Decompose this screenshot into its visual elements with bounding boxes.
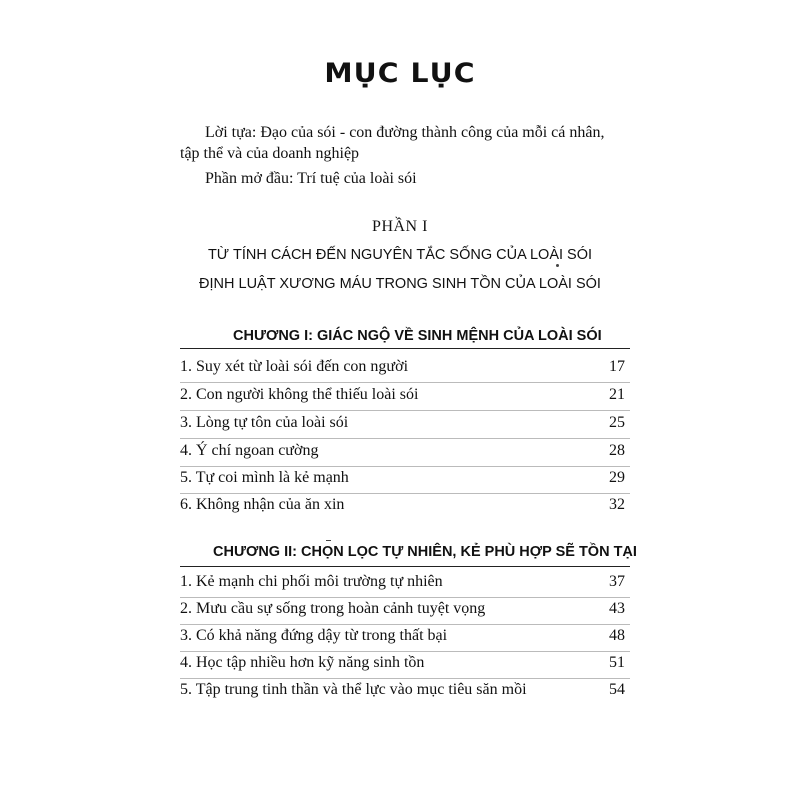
toc-entry-label: 1. Kẻ mạnh chi phối môi trường tự nhiên (180, 573, 443, 590)
intro-preface-line-1: Lời tựa: Đạo của sói - con đường thành công của mỗi cá nhân, (205, 124, 605, 141)
toc-entry (180, 358, 625, 378)
toc-entry-label: 2. Mưu cầu sự sống trong hoàn cảnh tuyệt vọng (180, 600, 486, 617)
toc-entry-page: 43 (609, 600, 625, 617)
toc-entry-page: 48 (609, 627, 625, 644)
intro-preface-line-2: tập thể và của doanh nghiệp (180, 145, 360, 162)
chapter-divider (180, 348, 630, 349)
toc-entry-label: 3. Có khả năng đứng dậy từ trong thất bại (180, 627, 448, 644)
row-divider (180, 493, 630, 494)
toc-entry (180, 681, 625, 701)
chapter-title: CHƯƠNG II: CHỌN LỌC TỰ NHIÊN, KẺ PHÙ HỢP SẼ TỒN TẠI (213, 544, 637, 560)
toc-entry-page: 37 (609, 573, 625, 590)
toc-entry (180, 654, 625, 674)
toc-entry-label: 2. Con người không thể thiếu loài sói (180, 386, 419, 403)
part-subtitle-2: ĐỊNH LUẬT XƯƠNG MÁU TRONG SINH TỒN CỦA LOÀI SÓI (199, 276, 601, 292)
toc-entry-label: 4. Học tập nhiều hơn kỹ năng sinh tồn (180, 654, 425, 671)
toc-entry (180, 496, 625, 516)
row-divider (180, 410, 630, 411)
toc-entry-label: 3. Lòng tự tôn của loài sói (180, 414, 349, 431)
toc-entry-page: 51 (609, 654, 625, 671)
toc-entry (180, 469, 625, 489)
toc-entry-page: 29 (609, 469, 625, 486)
row-divider (180, 466, 630, 467)
toc-entry-label: 5. Tập trung tinh thần và thể lực vào mục tiêu săn mồi (180, 681, 527, 698)
toc-entry-label: 6. Không nhận của ăn xin (180, 496, 345, 513)
part-number: PHẦN I (372, 218, 428, 235)
row-divider (180, 678, 630, 679)
intro-opening: Phần mở đầu: Trí tuệ của loài sói (205, 170, 417, 187)
ink-speck (556, 264, 559, 267)
toc-entry-page: 28 (609, 442, 625, 459)
toc-entry-page: 25 (609, 414, 625, 431)
toc-entry-page: 17 (609, 358, 625, 375)
toc-entry-label: 5. Tự coi mình là kẻ mạnh (180, 469, 349, 486)
toc-entry (180, 442, 625, 462)
page-title: MỤC LỤC (324, 58, 476, 89)
toc-entry (180, 627, 625, 647)
ink-speck (326, 540, 331, 541)
toc-entry (180, 414, 625, 434)
toc-entry (180, 386, 625, 406)
row-divider (180, 382, 630, 383)
chapter-divider (180, 566, 630, 567)
toc-entry (180, 573, 625, 593)
toc-entry-page: 54 (609, 681, 625, 698)
toc-entry-page: 21 (609, 386, 625, 403)
toc-entry-page: 32 (609, 496, 625, 513)
toc-entry-label: 4. Ý chí ngoan cường (180, 442, 319, 459)
row-divider (180, 624, 630, 625)
toc-entry (180, 600, 625, 620)
toc-entry-label: 1. Suy xét từ loài sói đến con người (180, 358, 409, 375)
row-divider (180, 597, 630, 598)
chapter-title: CHƯƠNG I: GIÁC NGỘ VỀ SINH MỆNH CỦA LOÀI SÓI (233, 328, 602, 344)
part-subtitle-1: TỪ TÍNH CÁCH ĐẾN NGUYÊN TẮC SỐNG CỦA LOÀI SÓI (207, 247, 593, 263)
row-divider (180, 651, 630, 652)
row-divider (180, 438, 630, 439)
